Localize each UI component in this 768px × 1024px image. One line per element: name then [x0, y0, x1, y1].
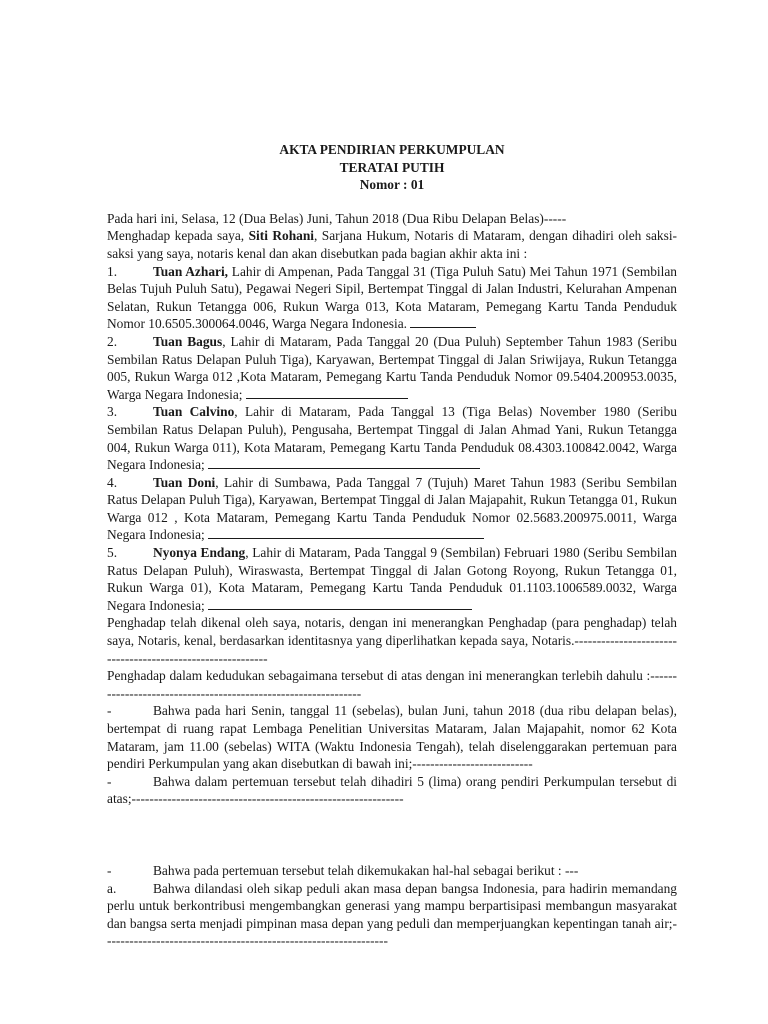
deed-number: Nomor : 01: [359, 177, 425, 193]
party-item-2: 2. Tuan Bagus, Lahir di Mataram, Pada Tanggal 20 (Dua Puluh) September Tahun 1983 (Seribu Sembilan Ratus Delapan Puluh Tiga), Karyawan, Bertempat Tinggal di Jalan Sriwijaya, Rukun Tetangga 005, Rukun Warga 012 ,Kota Mataram, Pemegang Kartu Tanda Penduduk Nomor 09.5404.200953.0035, Warga Negara Indonesia;: [107, 333, 677, 402]
party-item-5: 5. Nyonya Endang, Lahir di Mataram, Pada Tanggal 9 (Sembilan) Februari 1980 (Seribu Sembilan Ratus Delapan Puluh), Wiraswasta, Bertempat Tinggal di Jalan Gotong Royong, Rukun Tetangga 01, Rukun Warga 01), Kota Mataram, Pemegang Kartu Tanda Penduduk 01.1103.1006589.0032, Warga Negara Indonesia;: [107, 545, 677, 613]
association-name: TERATAI PUTIH: [339, 159, 445, 175]
party-name: Tuan Azhari,: [153, 263, 229, 279]
title-block: [107, 141, 677, 194]
bullet-item: - Bahwa dalam pertemuan tersebut telah dihadiri 5 (lima) orang pendiri Perkumpulan tersebut di atas;-------------------------------------------------------------: [107, 773, 677, 807]
party-name: Tuan Calvino: [153, 404, 235, 420]
party-item-3: 3. Tuan Calvino, Lahir di Mataram, Pada Tanggal 13 (Tiga Belas) November 1980 (Seribu Sembilan Ratus Delapan Puluh), Pengusaha, Bertempat Tinggal di Jalan Ahmad Yani, Rukun Tetangga 004, Rukun Warga 011), Kota Mataram, Pemegang Kartu Tanda Penduduk 08.4303.100842.0042, Warga Negara Indonesia;: [107, 404, 677, 473]
lettered-item: a. Bahwa dilandasi oleh sikap peduli akan masa depan bangsa Indonesia, para hadirin memandang perlu untuk berkontribusi mengembangkan generasi yang mampu berpartisipasi membangun masyarakat dan bangsa serta menjadi pimpinan masa depan yang peduli dan memperjuangkan kepentingan tanah air;----------------------------------------------------------------: [107, 880, 677, 949]
document-page: [107, 141, 677, 950]
notary-name: Siti Rohani: [248, 228, 315, 244]
intro-paragraph: Menghadap kepada saya, Siti Rohani, Sarjana Hukum, Notaris di Mataram, dengan dihadiri oleh saksi-saksi yang saya, notaris kenal dan akan disebutkan pada bagian akhir akta ini :: [107, 228, 677, 261]
party-item-1: 1. Tuan Azhari, Lahir di Ampenan, Pada Tanggal 31 (Tiga Puluh Satu) Mei Tahun 1971 (Sembilan Belas Tujuh Puluh Satu), Pegawai Negeri Sipil, Bertempat Tinggal di Jalan Industri, Kelurahan Ampenan Selatan, Rukun Tetangga 006, Rukun Warga 013, Kota Mataram, Pemegang Kartu Tanda Penduduk Nomor 10.6505.300064.0046, Warga Negara Indonesia.: [107, 263, 678, 332]
bullet-item: - Bahwa pada hari Senin, tanggal 11 (sebelas), bulan Juni, tahun 2018 (dua ribu delapan belas), bertempat di ruang rapat Lembaga Penelitian Universitas Mataram, Jalan Majapahit, nomor 62 Kota Mataram, jam 11.00 (sebelas) WITA (Waktu Indonesia Tengah), telah diselenggarakan pertemuan para pendiri Perkumpulan yang akan disebutkan di bawah ini;---------------------------: [107, 703, 677, 772]
party-name: Tuan Doni: [153, 474, 216, 490]
intro-date-line: Pada hari ini, Selasa, 12 (Dua Belas) Juni, Tahun 2018 (Dua Ribu Delapan Belas)-----: [107, 210, 567, 226]
body-paragraph-1: Penghadap telah dikenal oleh saya, notaris, dengan ini menerangkan Penghadap (para penghadap) telah saya, Notaris, kenal, berdasarkan identitasnya yang diperlihatkan kepada saya, Notaris.-----------------------------------------------------------: [107, 615, 677, 666]
party-name: Tuan Bagus: [153, 333, 223, 349]
deed-title: AKTA PENDIRIAN PERKUMPULAN: [279, 142, 505, 157]
party-name: Nyonya Endang: [153, 545, 246, 561]
spacer: [107, 808, 677, 862]
bullet-item: - Bahwa pada pertemuan tersebut telah dikemukakan hal-hal sebagai berikut : ---: [107, 862, 579, 878]
party-item-4: 4. Tuan Doni, Lahir di Sumbawa, Pada Tanggal 7 (Tujuh) Maret Tahun 1983 (Seribu Sembilan Ratus Delapan Puluh Tiga), Karyawan, Bertempat Tinggal di Jalan Majapahit, Rukun Tetangga 01, Rukun Warga 012 , Kota Mataram, Pemegang Kartu Tanda Penduduk Nomor 02.5683.200975.0011, Warga Negara Indonesia;: [107, 474, 677, 543]
body-paragraph-2: Penghadap dalam kedudukan sebagaimana tersebut di atas dengan ini menerangkan terlebih dahulu :---------------------------------------------------------------: [107, 668, 677, 701]
